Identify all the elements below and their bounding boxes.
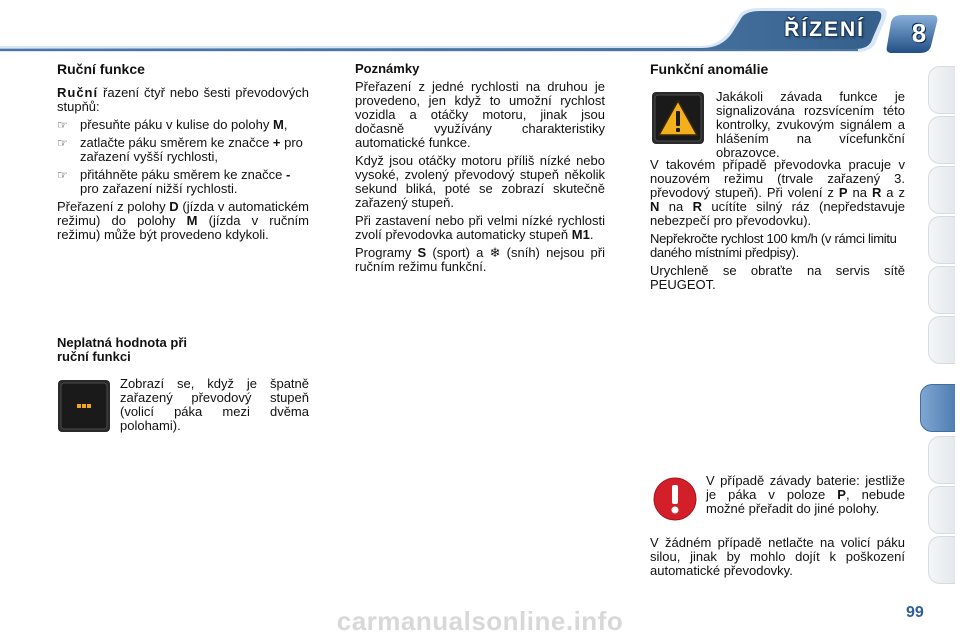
side-tab-active-chapter[interactable]	[920, 384, 955, 432]
side-tab-3[interactable]	[928, 166, 955, 214]
side-tab-8[interactable]	[928, 436, 955, 484]
bullet-item	[57, 168, 309, 196]
side-tab-1[interactable]	[928, 66, 955, 114]
para-text: (jízda v ručním režimu) může být provedeno kdykoli.	[57, 213, 309, 242]
anomaly-p1: Jakákoli závada funkce je signalizována rozsvícením této kontrolky, zvukovým signálem a hlášením na vícefunkční obrazovce.	[716, 89, 905, 160]
bullet-text: přitáhněte páku směrem ke značce	[80, 167, 286, 182]
para-bold: R	[871, 185, 882, 200]
para-text: Při zastavení nebo při velmi nízké rychlosti zvolí převodovka automaticky stupeň	[355, 213, 605, 242]
chapter-number: 8	[911, 18, 927, 48]
bullet-text: pro zařazení vyšší rychlosti,	[80, 135, 303, 164]
anomaly-title: Funkční anomálie	[650, 61, 769, 77]
side-tab-2[interactable]	[928, 116, 955, 164]
battery-p1	[706, 474, 905, 516]
para-text: , nebude možné přeřadit do jiné polohy.	[706, 487, 905, 516]
side-tab-4[interactable]	[928, 216, 955, 264]
anomaly-p4: Urychleně se obraťte na servis sítě PEUGEOT.	[650, 263, 905, 292]
notes-p3	[355, 214, 605, 242]
para-text: (sníh) nejsou při ručním režimu funkční.	[355, 245, 606, 274]
para-bold: D	[169, 199, 179, 214]
para-bold: M	[186, 213, 198, 228]
side-tab-5[interactable]	[928, 266, 955, 314]
anomaly-section	[650, 62, 905, 86]
anomaly-body	[650, 158, 905, 296]
para-bold: S	[417, 245, 427, 260]
battery-p2: V žádném případě netlačte na volicí páku silou, jinak by mohlo dojít k poškození automatické převodovky.	[650, 535, 905, 578]
gear-dashes-display-icon	[58, 380, 110, 432]
notes-p4	[355, 246, 605, 274]
bullet-bold: +	[272, 135, 281, 150]
warning-triangle-icon	[652, 92, 704, 144]
notes-p2: Když jsou otáčky motoru příliš nízké nebo vysoké, zvolený převodový stupeň několik sekund bliká, poté se zobrazí skutečně zařazený stupeň.	[355, 153, 605, 210]
notes-p1: Přeřazení z jedné rychlosti na druhou je provedeno, jen když to umožní rychlost vozidla a otáčky motoru, jinak jsou dočasně využívány charakteristiky automatické funkce.	[355, 79, 605, 150]
side-tab-9[interactable]	[928, 486, 955, 534]
para-text: na	[659, 199, 693, 214]
para-text: V takovém případě převodovka pracuje v nouzovém režimu (trvale zařazený 3. převodový stupeň). Při volení z	[650, 157, 905, 200]
para-text: (sport) a	[426, 245, 490, 260]
snowflake-icon: ❄	[489, 245, 501, 260]
anomaly-p2	[650, 158, 905, 228]
bullet-bold: M	[272, 117, 284, 132]
manual-mode-section	[57, 62, 309, 246]
exclamation-alert-icon	[652, 476, 698, 522]
hand-pointer-icon: ☞	[57, 168, 68, 182]
hand-pointer-icon: ☞	[57, 136, 68, 150]
bullet-bold: -	[285, 167, 291, 182]
para-bold: P	[838, 185, 848, 200]
chapter-title: ŘÍZENÍ	[784, 18, 865, 41]
bullet-text: přesuňte páku v kulise do polohy	[80, 117, 273, 132]
intro-bold: Ruční	[57, 85, 99, 100]
para-text: ucítíte silný ráz (nepředstavuje nebezpečí pro převodovku).	[650, 199, 906, 228]
para-text: Programy	[355, 245, 418, 260]
bullet-item	[57, 118, 309, 132]
para-text: a z	[881, 185, 906, 200]
page-number: 99	[906, 604, 924, 621]
para-bold: M1	[571, 227, 590, 242]
watermark: carmanualsonline.info	[336, 606, 624, 636]
chapter-side-tabs	[920, 62, 960, 582]
bullet-text: pro zařazení nižší rychlosti.	[80, 181, 238, 196]
manual-mode-intro	[57, 86, 309, 114]
side-tab-10[interactable]	[928, 536, 955, 584]
para-text: V případě závady baterie: jestliže je páka v poloze	[706, 473, 905, 502]
invalid-value-text: Zobrazí se, když je špatně zařazený převodový stupeň (volicí páka mezi dvěma polohami).	[120, 376, 309, 433]
invalid-title-line1: Neplatná hodnota při	[57, 335, 187, 350]
para-bold: N	[650, 199, 660, 214]
notes-title: Poznámky	[355, 61, 420, 76]
notes-section	[355, 62, 605, 278]
bullet-text: ,	[283, 117, 288, 132]
invalid-value-section	[57, 336, 309, 364]
para-text: na	[847, 185, 872, 200]
anomaly-p3: Nepřekročte rychlost 100 km/h (v rámci limitu daného místními předpisy).	[650, 231, 897, 260]
hand-pointer-icon: ☞	[57, 118, 68, 132]
intro-rest: řazení čtyř nebo šesti převodových stupňů:	[57, 85, 309, 114]
manual-mode-switch-note	[57, 200, 309, 242]
manual-mode-title: Ruční funkce	[57, 61, 145, 77]
chapter-header	[0, 0, 960, 60]
side-tab-6[interactable]	[928, 316, 955, 364]
invalid-title-line2: ruční funkci	[57, 349, 131, 364]
para-bold: P	[837, 487, 846, 502]
bullet-text: zatlačte páku směrem ke značce	[80, 135, 273, 150]
para-text: Přeřazení z polohy	[57, 199, 170, 214]
para-text: .	[589, 227, 594, 242]
para-bold: R	[692, 199, 703, 214]
bullet-item	[57, 136, 309, 164]
para-text: (jízda v automatickém režimu) do polohy	[57, 199, 309, 228]
